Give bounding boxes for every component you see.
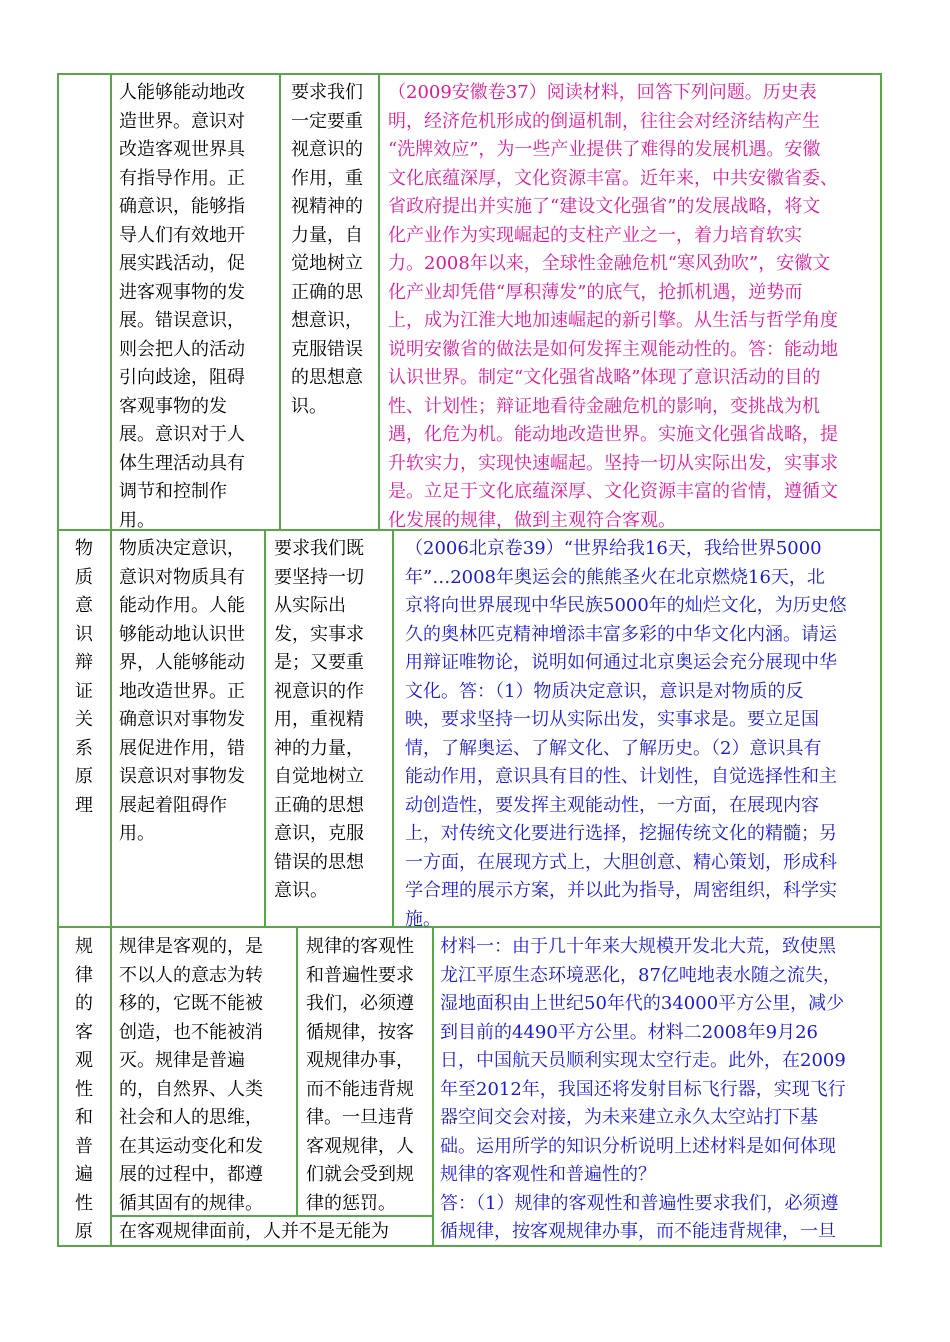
row3-content-cell: 规律是客观的，是 不以人的意志为转 移的，它既不能被 创造，也不能被消 灭。规律是普遍 的，自然界、人类 社会和人的思维， 在其运动变化和发 展的过程中，都遵 循其固有的规律。 (119, 936, 263, 1214)
row3-principle-title: 规 律 的 客 观 性 和 普 遍 性 原 (75, 936, 93, 1242)
row2-content-cell: 物质决定意识， 意识对物质具有 能动作用。人能 够能动地认识世 界，人能够能动 地改造世界。正 确意识对事物发 展促进作用，错 误意识对事物发 展起着阻碍作 用。 (119, 538, 245, 844)
row2-col-divider-c (392, 529, 394, 926)
row1-requirement-cell: 要求我们 一定要重 视意识的 作用，重 视精神的 力量，自 觉地树立 正确的思 想意识， 克服错误 的思想意 识。 (291, 82, 363, 417)
row2-example-cell: （2006北京卷39）“世界给我16天，我给世界5000 年”…2008年奥运会的熊熊圣火在北京燃烧16天，北 京将向世界展现中华民族5000年的灿烂文化，为历史悠 久的奥林匹克精神增添丰富多彩的中华文化内涵。请运 用辩证唯物论，说明如何通过北京奥运会充分展现中华 文化。答：（1）物质决定意识，意识是对物质的反 映，要求坚持一切从实际出发，实事求是。要立足国 情，了解奥运、了解文化、了解历史。（2）意识具有 能动作用，意识具有目的性、计划性，自觉选择性和主 动创造性，要发挥主观能动性，一方面，在展现内容 上，对传统文化要进行选择，挖掘传统文化的精髓；另 一方面，在展现方式上，大胆创意、精心策划，形成科 学合理的展示方案，并以此为指导，周密组织，科学实 施。 (405, 538, 847, 930)
row1-content-cell: 人能够能动地改 造世界。意识对 改造客观世界具 有指导作用。正 确意识，能够指 导人们有效地开 展实践活动，促 进客观事物的发 展。错误意识， 则会把人的活动 引向歧途，阻碍 客观事物的发 展。意识对于人 体生理活动具有 调节和控制作 用。 (119, 82, 245, 531)
row3-col-divider-b (296, 926, 298, 1216)
row2-requirement-cell: 要求我们既 要坚持一切 从实际出 发，实事求 是；又要重 视意识的作 用，重视精 神的力量， 自觉地树立 正确的思想 意识，克服 错误的思想 意识。 (274, 538, 364, 901)
row2-principle-title: 物 质 意 识 辩 证 关 系 原 理 (75, 538, 93, 816)
row2-col-divider-a (110, 529, 112, 926)
row1-example-cell: （2009安徽卷37）阅读材料，回答下列问题。历史表 明，经济危机形成的倒逼机制，往往会对经济结构产生 “洗牌效应”，为一些产业提供了难得的发展机遇。安徽 文化底蕴深厚，文化资源丰富。近年来，中共安徽省委、 省政府提出并实施了“建设文化强省”的发展战略，将文 化产业作为实现崛起的支柱产业之一，着力培育软实 力。2008年以来，全球性金融危机“寒风劲吹”，安徽文 化产业却凭借“厚积薄发”的底气，抢抓机遇，逆势而 上，成为江淮大地加速崛起的新引擎。从生活与哲学角度 说明安徽省的做法是如何发挥主观能动性的。答：能动地 认识世界。制定“文化强省战略”体现了意识活动的目的 性、计划性；辩证地看待金融危机的影响，变挑战为机 遇，化危为机。能动地改造世界。实施文化强省战略，提 升软实力，实现快速崛起。坚持一切从实际出发，实事求 是。立足于文化底蕴深厚、文化资源丰富的省情，遵循文 化发展的规律，做到主观符合客观。 (388, 82, 838, 531)
row3-requirement-cell: 规律的客观性 和普遍性要求 我们，必须遵 循规律，按客 观规律办事， 而不能违背规 律。一旦违背 客观规律，人 们就会受到规 律的惩罚。 (306, 936, 414, 1214)
row1-col-divider-a (110, 73, 112, 529)
table-top-border (57, 73, 882, 75)
row3-col-divider-c (432, 926, 434, 1245)
row3-example-cell: 材料一：由于几十年来大规模开发北大荒，致使黑 龙江平原生态环境恶化，87亿吨地表水随之流失， 湿地面积由上世纪50年代的34000平方公里，减少 到目前的4490平方公里。材料二2008年9月26 日，中国航天员顺利实现太空行走。此外，在2009 年至2012年，我国还将发射目标飞行器，实现飞行 器空间交会对接，为未来建立永久太空站打下基 础。运用所学的知识分析说明上述材料是如何体现 规律的客观性和普遍性的？ 答：（1）规律的客观性和普遍性要求我们，必须遵 循规律，按客观规律办事，而不能违背规律，一旦 (440, 936, 846, 1242)
row2-col-divider-b (264, 529, 266, 926)
row1-col-divider-b (279, 73, 281, 529)
row1-col-divider-c (378, 73, 380, 529)
row3-continuation-text: 在客观规律面前，人并不是无能为 (119, 1221, 389, 1242)
table-right-border (880, 73, 882, 1247)
row3-col-divider-a (110, 926, 112, 1245)
